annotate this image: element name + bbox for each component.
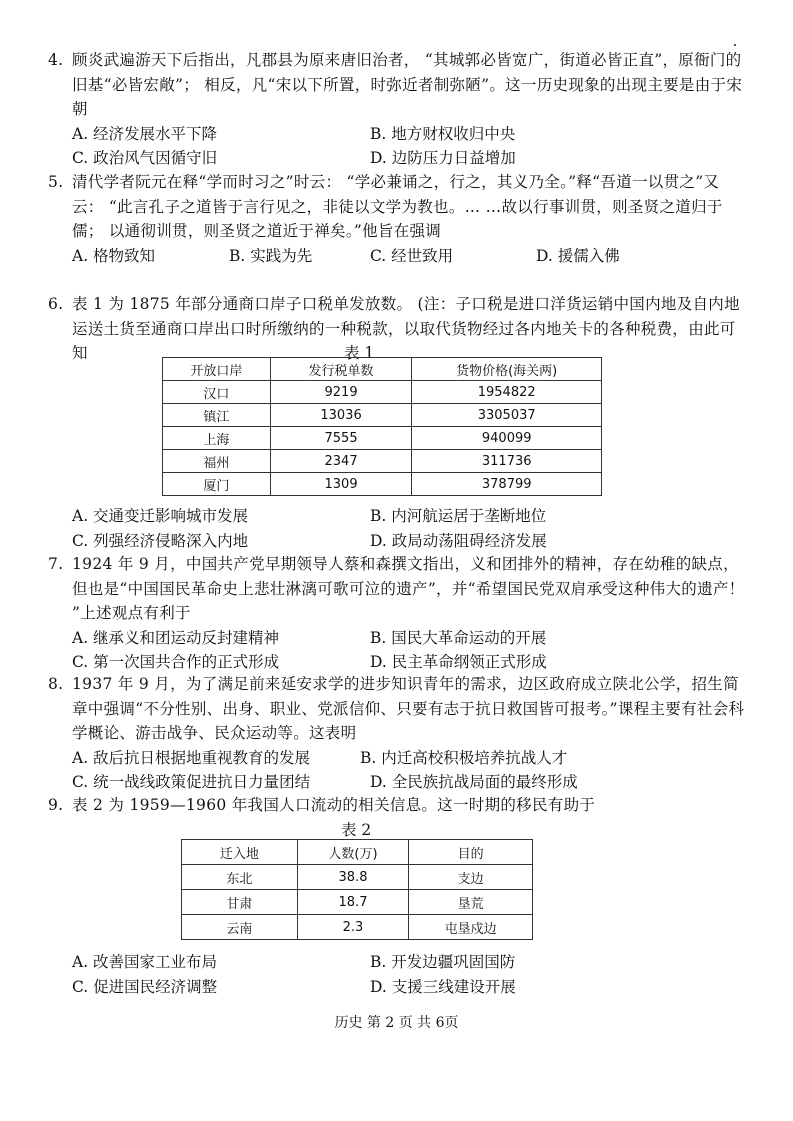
table-row bbox=[163, 404, 602, 427]
option-a[interactable]: A. 继承义和团运动反封建精神 bbox=[72, 628, 280, 647]
table-cell: 汉口 bbox=[163, 381, 271, 404]
option-b[interactable]: B. 实践为先 bbox=[229, 246, 313, 265]
table-row bbox=[163, 427, 602, 450]
option-row bbox=[72, 770, 748, 795]
table-header-row bbox=[182, 840, 533, 865]
question-stem bbox=[48, 672, 748, 746]
table-cell: 东北 bbox=[182, 865, 298, 890]
option-b[interactable]: B. 地方财权收归中央 bbox=[370, 124, 516, 143]
table-row bbox=[182, 915, 533, 940]
table-cell: 378799 bbox=[412, 473, 602, 496]
table-cell: 镇江 bbox=[163, 404, 271, 427]
question-8 bbox=[48, 672, 748, 795]
question-text: 顾炎武遍游天下后指出，凡郡县为原来唐旧治者， “其城郭必皆宽广，街道必皆正直”，原衙门的旧基“必皆宏敞”； 相反，凡“宋以下所置，时弥近者制弥陋”。这一历史现象的出现主要是由于宋朝 bbox=[72, 51, 743, 118]
option-a[interactable]: A. 改善国家工业布局 bbox=[72, 953, 218, 971]
option-row bbox=[72, 950, 748, 975]
question-text: 清代学者阮元在释“学而时习之”时云： “学必兼诵之，行之，其义乃全。”释“吾道一以贯之”又云： “此言孔子之道皆于言行见之，非徒以文学为教也。… …故以行事训贯，则圣贤之道归于儒； 以通彻训贯，则圣贤之道近于禅矣。”他旨在强调 bbox=[72, 173, 723, 240]
option-b[interactable]: B. 国民大革命运动的开展 bbox=[370, 628, 547, 647]
option-c[interactable]: C. 政治风气因循守旧 bbox=[72, 149, 218, 167]
question-text: 表 1 为 1875 年部分通商口岸子口税单发放数。 (注：子口税是进口洋货运销中国内地及自内地运送土货至通商口岸出口时所缴纳的一种税款，以取代货物经过各内地关卡的各种税费，由此可知 bbox=[72, 295, 740, 362]
table-cell: 屯垦戍边 bbox=[409, 915, 533, 940]
table-header-row bbox=[163, 358, 602, 381]
table-row bbox=[182, 865, 533, 890]
table-header-cell: 发行税单数 bbox=[270, 358, 412, 381]
table-caption: 表 1 bbox=[344, 344, 375, 362]
question-4 bbox=[48, 48, 748, 171]
option-row bbox=[72, 975, 748, 1000]
table-cell: 13036 bbox=[270, 404, 412, 427]
question-9-options bbox=[48, 950, 748, 999]
option-row bbox=[72, 529, 748, 554]
option-a[interactable]: A. 交通变迁影响城市发展 bbox=[72, 507, 249, 525]
question-text: 1937 年 9 月，为了满足前来延安求学的进步知识青年的需求，边区政府成立陕北公学，招生简章中强调“不分性别、出身、职业、党派信仰、只要有志于抗日救国皆可报考。”课程主要有社会科学概论、游击战争、民众运动等。这表明 bbox=[72, 675, 745, 742]
table-cell: 2347 bbox=[270, 450, 412, 473]
table-header-cell: 人数(万) bbox=[297, 840, 409, 865]
table-2 bbox=[181, 839, 533, 940]
question-text: 1924 年 9 月，中国共产党早期领导人蔡和森撰文指出，义和团排外的精神，存在幼稚的缺点，但也是“中国国民革命史上悲壮淋漓可歌可泣的遗产”，并“希望国民党双肩承受这种伟大的遗产！ ”上述观点有利于 bbox=[72, 555, 745, 622]
table-cell: 1309 bbox=[270, 473, 412, 496]
table-header-cell: 开放口岸 bbox=[163, 358, 271, 381]
option-d[interactable]: D. 边防压力日益增加 bbox=[370, 149, 516, 167]
table-cell: 甘肃 bbox=[182, 890, 298, 915]
option-d[interactable]: D. 支援三线建设开展 bbox=[370, 977, 516, 996]
table-cell: 1954822 bbox=[412, 381, 602, 404]
option-row bbox=[72, 146, 748, 171]
question-text: 表 2 为 1959—1960 年我国人口流动的相关信息。这一时期的移民有助于 bbox=[72, 796, 596, 814]
option-d[interactable]: D. 民主革命纲领正式形成 bbox=[370, 653, 547, 671]
table-1 bbox=[162, 357, 602, 496]
question-number: 7. bbox=[48, 555, 64, 573]
table-header-cell: 货物价格(海关两) bbox=[412, 358, 602, 381]
table-cell: 福州 bbox=[163, 450, 271, 473]
table-cell: 7555 bbox=[270, 427, 412, 450]
table-header-cell: 目的 bbox=[409, 840, 533, 865]
question-number: 9. bbox=[48, 796, 64, 814]
question-stem bbox=[48, 170, 748, 244]
question-number: 6. bbox=[48, 295, 64, 313]
option-c[interactable]: C. 第一次国共合作的正式形成 bbox=[72, 653, 280, 671]
table-cell: 上海 bbox=[163, 427, 271, 450]
table-cell: 2.3 bbox=[297, 915, 409, 940]
table-cell: 云南 bbox=[182, 915, 298, 940]
question-6-options bbox=[48, 504, 748, 553]
option-row bbox=[72, 626, 748, 651]
option-d[interactable]: D. 政局动荡阻碍经济发展 bbox=[370, 531, 547, 550]
scan-speck bbox=[734, 44, 736, 46]
table-row bbox=[163, 381, 602, 404]
table-cell: 311736 bbox=[412, 450, 602, 473]
table-cell: 垦荒 bbox=[409, 890, 533, 915]
option-c[interactable]: C. 列强经济侵略深入内地 bbox=[72, 531, 249, 550]
question-5 bbox=[48, 170, 748, 268]
option-b[interactable]: B. 开发边疆巩固国防 bbox=[370, 953, 516, 971]
table-cell: 支边 bbox=[409, 865, 533, 890]
option-c[interactable]: C. 统一战线政策促进抗日力量团结 bbox=[72, 773, 311, 791]
question-stem bbox=[48, 48, 748, 122]
table-cell: 厦门 bbox=[163, 473, 271, 496]
question-7 bbox=[48, 552, 748, 675]
table-caption: 表 2 bbox=[341, 821, 372, 839]
table-cell: 9219 bbox=[270, 381, 412, 404]
option-a[interactable]: A. 敌后抗日根据地重视教育的发展 bbox=[72, 748, 311, 767]
table-cell: 18.7 bbox=[297, 890, 409, 915]
table-cell: 940099 bbox=[412, 427, 602, 450]
option-row bbox=[72, 504, 748, 529]
table-row bbox=[163, 450, 602, 473]
option-row bbox=[72, 746, 748, 771]
option-b[interactable]: B. 内迁高校积极培养抗战人才 bbox=[360, 748, 568, 767]
page-footer: 历史 第 2 页 共 6页 bbox=[334, 1015, 459, 1031]
option-a[interactable]: A. 经济发展水平下降 bbox=[72, 124, 218, 143]
question-stem bbox=[48, 552, 748, 626]
option-row bbox=[72, 122, 748, 147]
question-stem bbox=[48, 793, 748, 818]
option-row bbox=[72, 650, 748, 675]
option-c[interactable]: C. 促进国民经济调整 bbox=[72, 977, 218, 996]
question-number: 5. bbox=[48, 173, 64, 191]
table-cell: 3305037 bbox=[412, 404, 602, 427]
option-d[interactable]: D. 全民族抗战局面的最终形成 bbox=[370, 773, 578, 791]
option-a[interactable]: A. 格物致知 bbox=[72, 246, 156, 265]
question-6 bbox=[48, 292, 748, 366]
question-number: 8. bbox=[48, 675, 64, 693]
question-9 bbox=[48, 793, 748, 818]
question-stem bbox=[48, 292, 748, 366]
table-row bbox=[182, 890, 533, 915]
option-b[interactable]: B. 内河航运居于垄断地位 bbox=[370, 507, 547, 525]
option-c[interactable]: C. 经世致用 bbox=[370, 246, 454, 265]
table-cell: 38.8 bbox=[297, 865, 409, 890]
option-d[interactable]: D. 援儒入佛 bbox=[536, 246, 620, 265]
table-row bbox=[163, 473, 602, 496]
option-row bbox=[72, 244, 748, 269]
table-header-cell: 迁入地 bbox=[182, 840, 298, 865]
question-number: 4. bbox=[48, 51, 64, 69]
